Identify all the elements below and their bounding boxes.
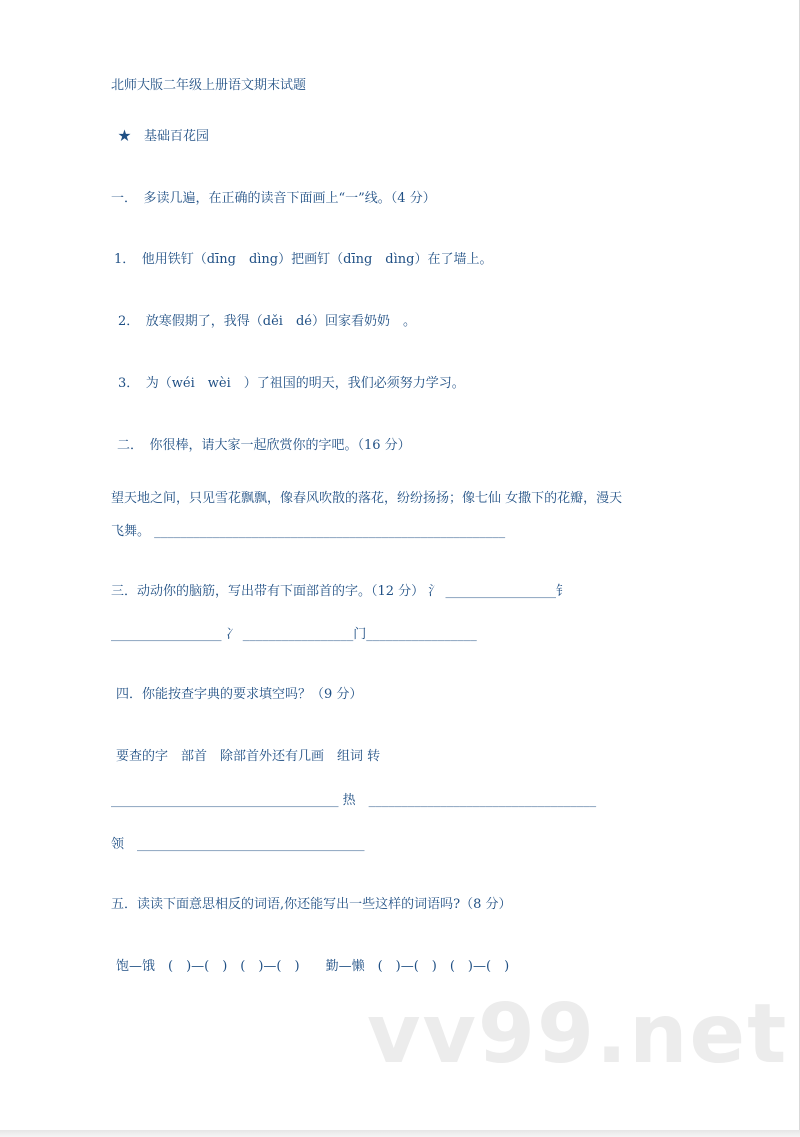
question-4-heading: 四．你能按查字典的要求填空吗？（9 分） [116, 687, 363, 702]
question-4-table-header: 要查的字 部首 除部首外还有几画 组词 转 [116, 749, 381, 764]
question-5-heading: 五．读读下面意思相反的词语,你还能写出一些这样的词语吗?（8 分） [111, 897, 512, 912]
question-1-item-2: 2． 放寒假期了，我得（děi dé）回家看奶奶 。 [118, 314, 416, 329]
question-1-item-3: 3． 为（wéi wèi ）了祖国的明天，我们必须努力学习。 [118, 376, 465, 391]
question-4-row-2: 领 ___________________________________ [111, 837, 365, 852]
page-bottom-edge [0, 1130, 800, 1137]
question-4-row-1: ___________________________________ 热 ___________________________________ [111, 793, 597, 808]
exam-title: 北师大版二年级上册语文期末试题 [111, 78, 307, 93]
question-2-heading: 二． 你很棒，请大家一起欣赏你的字吧。（16 分） [117, 438, 411, 453]
question-1-item-1: 1． 他用铁钉（dīng dìng）把画钉（dīng dìng）在了墙上。 [114, 252, 493, 267]
question-2-passage-line-2: 飞舞。 ______________________________________________________ [111, 524, 506, 539]
question-3-blanks: _________________ 冫 _________________门_________________ [111, 627, 477, 642]
question-5-word-pairs: 饱—饿 ( )—( ) ( )—( ) 勤—懒 ( )—( ) ( )—( ) [116, 959, 510, 974]
question-3-heading: 三．动动你的脑筋，写出带有下面部首的字。（12 分） 氵 _________________钅 [111, 584, 569, 599]
question-2-passage-line-1: 望天地之间，只见雪花飘飘，像春风吹散的落花，纷纷扬扬；像七仙 女撒下的花瓣，漫天 [111, 491, 623, 506]
section-heading: ★ 基础百花园 [118, 129, 210, 144]
site-watermark: vv99.net [367, 987, 789, 1082]
question-1-heading: 一． 多读几遍，在正确的读音下面画上“一”线。（4 分） [111, 191, 436, 206]
